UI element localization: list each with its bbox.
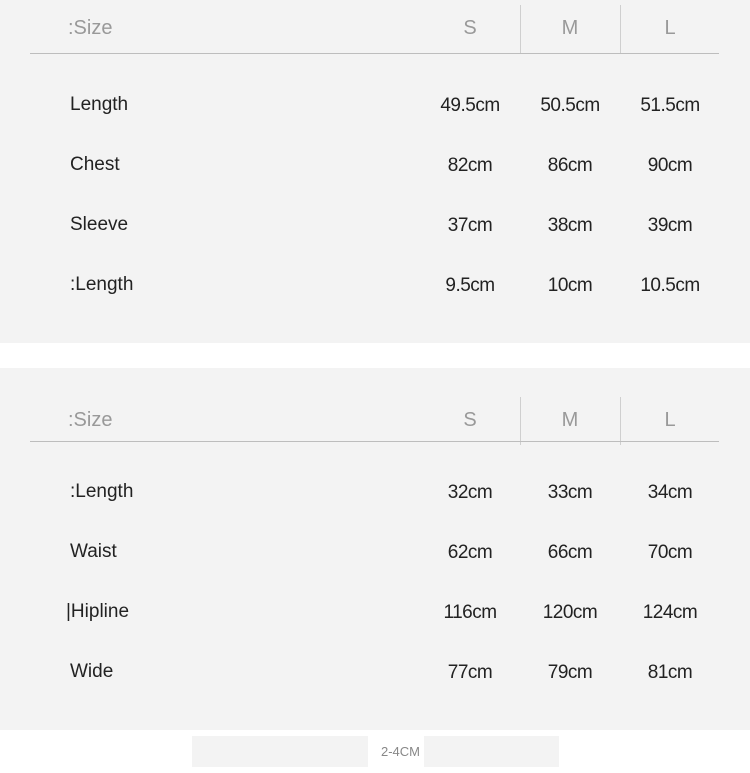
cell-m: 86cm (547, 155, 593, 176)
table-header (0, 392, 750, 446)
size-table-bottom (0, 368, 750, 730)
row-label: Length (70, 94, 129, 115)
column-divider (520, 397, 521, 445)
cell-s: 32cm (447, 482, 493, 503)
cell-s: 116cm (443, 602, 497, 623)
cell-s: 49.5cm (440, 95, 500, 116)
cell-s: 37cm (447, 215, 493, 236)
header-size-s: S (463, 409, 477, 431)
footer-note: 2-4CM (381, 744, 421, 759)
header-size-label: :Size (68, 409, 113, 431)
cell-l: 10.5cm (640, 275, 700, 296)
cell-m: 33cm (547, 482, 593, 503)
cell-s: 9.5cm (445, 275, 495, 296)
table-row (0, 661, 750, 691)
table-row (0, 214, 750, 244)
cell-l: 90cm (647, 155, 693, 176)
cell-l: 81cm (647, 662, 693, 683)
column-divider (620, 5, 621, 53)
cell-m: 79cm (547, 662, 593, 683)
table-row (0, 481, 750, 511)
row-label: |Hipline (66, 601, 130, 622)
cell-s: 77cm (447, 662, 493, 683)
footer-box-right (424, 736, 559, 767)
header-size-l: L (664, 17, 676, 39)
row-label: Wide (70, 661, 114, 682)
table-row (0, 94, 750, 124)
cell-l: 70cm (647, 542, 693, 563)
header-size-m: M (561, 17, 579, 39)
size-table-top (0, 0, 750, 343)
table-header (0, 0, 750, 54)
cell-m: 38cm (547, 215, 593, 236)
cell-m: 66cm (547, 542, 593, 563)
cell-m: 10cm (547, 275, 593, 296)
row-label: Sleeve (70, 214, 129, 235)
cell-l: 39cm (647, 215, 693, 236)
header-divider (30, 53, 719, 54)
row-label: :Length (70, 481, 134, 502)
cell-l: 124cm (642, 602, 698, 623)
header-divider (30, 441, 719, 442)
cell-l: 51.5cm (640, 95, 700, 116)
column-divider (620, 397, 621, 445)
cell-s: 62cm (447, 542, 493, 563)
table-row (0, 274, 750, 304)
header-size-l: L (664, 409, 676, 431)
table-row (0, 601, 750, 631)
table-row (0, 154, 750, 184)
footer-box-left (192, 736, 368, 767)
cell-l: 34cm (647, 482, 693, 503)
table-row (0, 541, 750, 571)
cell-m: 120cm (542, 602, 598, 623)
header-size-m: M (561, 409, 579, 431)
row-label: Chest (70, 154, 120, 175)
cell-s: 82cm (447, 155, 493, 176)
header-size-label: :Size (68, 17, 113, 39)
row-label: :Length (70, 274, 134, 295)
cell-m: 50.5cm (540, 95, 600, 116)
column-divider (520, 5, 521, 53)
header-size-s: S (463, 17, 477, 39)
row-label: Waist (70, 541, 117, 562)
